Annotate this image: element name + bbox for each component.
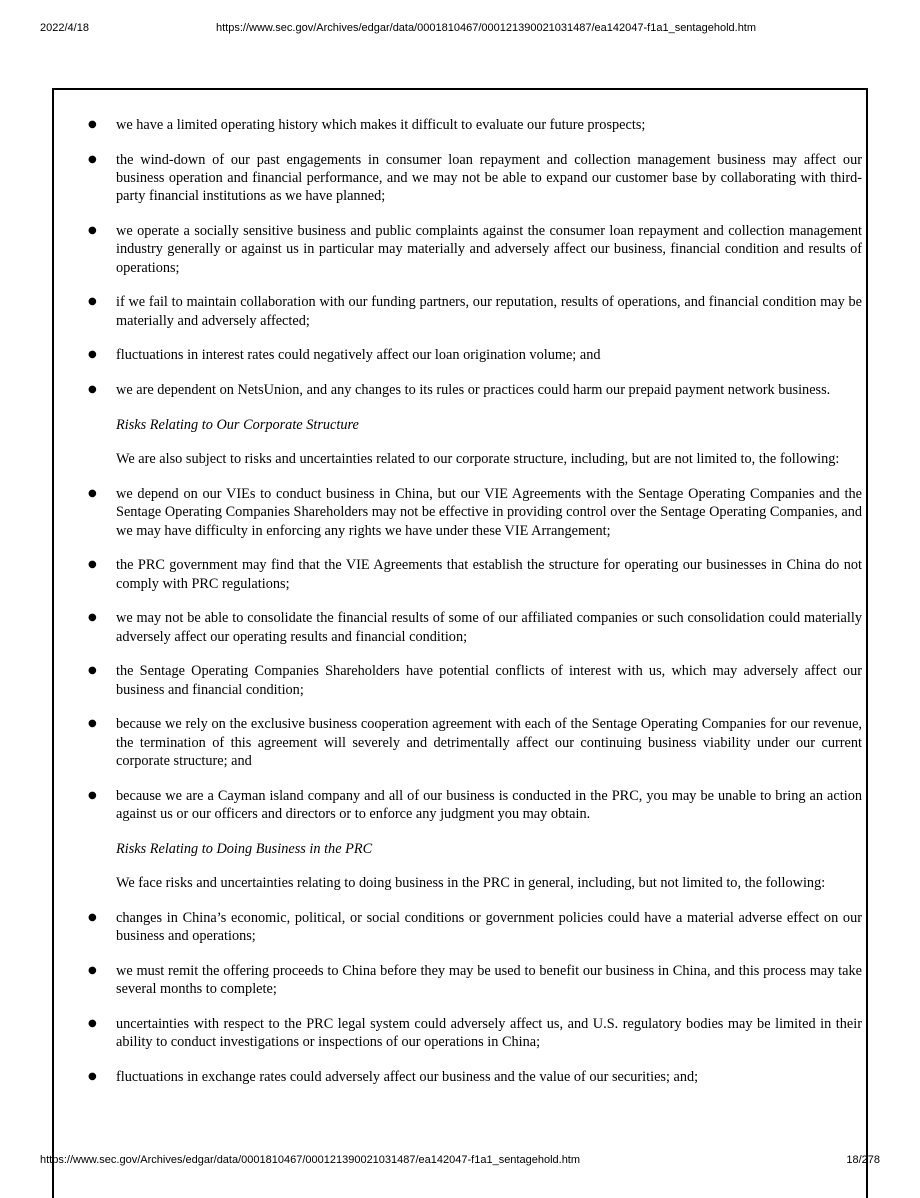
list-item-text: because we are a Cayman island company and all of our business is conducted in the PRC, you may be unable to bring an action against us or our officers and directors or to enforce any judgment you may obtain. xyxy=(116,787,862,822)
list-item-text: we may not be able to consolidate the financial results of some of our affiliated companies or such consolidation could materially adversely affect our operating results and financial condition; xyxy=(116,610,862,645)
list-item xyxy=(88,609,862,646)
paragraph: We face risks and uncertainties relating to doing business in the PRC in general, including, but not limited to, the following: xyxy=(116,875,826,892)
bullet-icon: ● xyxy=(88,1017,97,1029)
paragraph: We are also subject to risks and uncertainties related to our corporate structure, including, but are not limited to, the following: xyxy=(116,451,840,468)
bullet-icon: ● xyxy=(88,612,97,624)
list-item xyxy=(88,715,862,770)
list-item xyxy=(88,381,862,399)
list-item xyxy=(88,556,862,593)
list-item xyxy=(88,787,862,824)
list-item-text: changes in China’s economic, political, or social conditions or government policies could have a material adverse effect on our business and operations; xyxy=(116,909,862,945)
list-item-text: the Sentage Operating Companies Shareholders have potential conflicts of interest with us, which may adversely affect our business and financial condition; xyxy=(116,663,862,698)
print-header xyxy=(0,22,920,38)
list-item-text: the PRC government may find that the VIE Agreements that establish the structure for operating our businesses in China do not comply with PRC regulations; xyxy=(116,557,862,592)
bullet-icon: ● xyxy=(88,384,97,395)
bullet-icon: ● xyxy=(88,1070,97,1082)
list-item-text: fluctuations in interest rates could negatively affect our loan origination volume; and xyxy=(116,347,601,364)
bullet-icon: ● xyxy=(88,789,97,801)
bullet-icon: ● xyxy=(88,349,97,361)
list-item xyxy=(88,1015,862,1052)
print-footer xyxy=(0,1154,920,1170)
bullet-icon: ● xyxy=(88,718,97,730)
bullet-icon: ● xyxy=(88,964,97,976)
footer-url: https://www.sec.gov/Archives/edgar/data/0001810467/000121390021031487/ea142047-f1a1_sentagehold.htm xyxy=(40,1154,581,1166)
section-heading: Risks Relating to Our Corporate Structure xyxy=(116,416,359,433)
print-date: 2022/4/18 xyxy=(40,22,89,34)
list-item-text: uncertainties with respect to the PRC legal system could adversely affect us, and U.S. regulatory bodies may be limited in their ability to conduct investigations or inspections of our operations in China; xyxy=(116,1015,862,1051)
list-item xyxy=(88,962,862,999)
list-item-text: we operate a socially sensitive business and public complaints against the consumer loan repayment and collection management industry generally or against us in particular may materially and adversely affect our business, financial condition and results of operations; xyxy=(116,223,862,276)
bullet-icon: ● xyxy=(88,153,97,165)
list-item xyxy=(88,222,862,277)
list-item-text: if we fail to maintain collaboration with our funding partners, our reputation, results of operations, and financial condition may be materially and adversely affected; xyxy=(116,294,862,329)
bullet-icon: ● xyxy=(88,296,97,308)
list-item-text: we have a limited operating history which makes it difficult to evaluate our future prospects; xyxy=(116,117,646,133)
list-item xyxy=(88,1068,862,1086)
bullet-icon: ● xyxy=(88,119,97,130)
bullet-icon: ● xyxy=(88,559,97,571)
list-item xyxy=(88,485,862,540)
print-url: https://www.sec.gov/Archives/edgar/data/0001810467/000121390021031487/ea142047-f1a1_sentagehold.htm xyxy=(216,22,757,34)
list-item xyxy=(88,662,862,699)
list-item-text: fluctuations in exchange rates could adversely affect our business and the value of our securities; and; xyxy=(116,1068,699,1085)
list-item-text: we depend on our VIEs to conduct business in China, but our VIE Agreements with the Sentage Operating Companies and the Sentage Operating Companies Shareholders may not be effective in providing control over the Sentage Operating Companies, and we may have difficulty in enforcing any rights we have under these VIE Arrangement; xyxy=(116,485,862,539)
list-item xyxy=(88,151,862,206)
section-heading: Risks Relating to Doing Business in the PRC xyxy=(116,840,373,857)
list-item xyxy=(88,346,862,364)
list-item-text: we are dependent on NetsUnion, and any changes to its rules or practices could harm our prepaid payment network business. xyxy=(116,382,831,398)
list-item-text: we must remit the offering proceeds to China before they may be used to benefit our business in China, and this process may take several months to complete; xyxy=(116,962,862,998)
list-item xyxy=(88,909,862,946)
list-item xyxy=(88,293,862,330)
bullet-icon: ● xyxy=(88,665,97,677)
page-number: 18/278 xyxy=(846,1154,880,1166)
list-item-text: the wind-down of our past engagements in consumer loan repayment and collection management business may affect our business operation and financial performance, and we may not be able to expand our customer base by collaborating with third-party financial institutions as we have planned; xyxy=(116,151,862,205)
bullet-icon: ● xyxy=(88,225,97,236)
bullet-icon: ● xyxy=(88,911,97,923)
document-body xyxy=(88,116,862,1102)
list-item-text: because we rely on the exclusive business cooperation agreement with each of the Sentage Operating Companies for our revenue, the termination of this agreement will severely and detrimentally affect our continuing business viability under our current corporate structure; and xyxy=(116,716,862,769)
list-item xyxy=(88,116,862,134)
bullet-icon: ● xyxy=(88,487,97,499)
